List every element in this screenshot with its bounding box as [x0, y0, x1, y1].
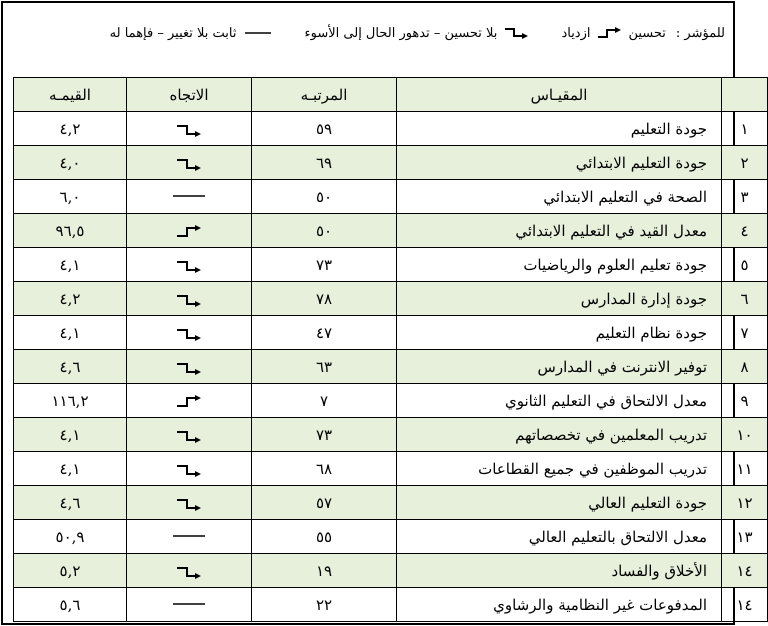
- row-rank: ٧: [252, 384, 397, 418]
- row-measure: الأخلاق والفساد: [397, 554, 722, 588]
- header-value: القيمـه: [14, 78, 127, 112]
- table-row: [14, 452, 768, 486]
- row-direction: [127, 350, 252, 384]
- row-value: ٥,٢: [14, 554, 127, 588]
- row-direction: [127, 520, 252, 554]
- row-rank: ٢٢: [252, 588, 397, 622]
- row-measure: معدل الالتحاق بالتعليم العالي: [397, 520, 722, 554]
- row-rank: ٧٣: [252, 248, 397, 282]
- flat-line-icon: [171, 193, 207, 203]
- row-measure: توفير الانترنت في المدارس: [397, 350, 722, 384]
- row-index: ٩: [722, 384, 768, 418]
- row-rank: ٧٣: [252, 418, 397, 452]
- row-value: ٤,١: [14, 316, 127, 350]
- row-index: ٤: [722, 214, 768, 248]
- arrow-up-icon: [596, 27, 622, 39]
- row-rank: ٦٩: [252, 146, 397, 180]
- arrow-down-icon: [175, 462, 203, 478]
- table-row: [14, 112, 768, 146]
- row-direction: [127, 588, 252, 622]
- row-rank: ٥٠: [252, 214, 397, 248]
- row-rank: ٥٧: [252, 486, 397, 520]
- row-value: ٥٠,٩: [14, 520, 127, 554]
- header-direction: الاتجاه: [127, 78, 252, 112]
- row-index: ١٢: [722, 486, 768, 520]
- table-row: [14, 554, 768, 588]
- row-value: ٤,١: [14, 452, 127, 486]
- row-direction: [127, 214, 252, 248]
- row-rank: ٧٨: [252, 282, 397, 316]
- row-measure: تدريب المعلمين في تخصصاتهم: [397, 418, 722, 452]
- table-row: [14, 486, 768, 520]
- row-value: ١١٦,٢: [14, 384, 127, 418]
- legend-label: بلا تحسين – تدهور الحال إلى الأسوء: [304, 25, 498, 41]
- arrow-down-icon: [175, 326, 203, 342]
- row-index: ٧: [722, 316, 768, 350]
- arrow-up-icon: [175, 394, 203, 410]
- row-rank: ٥٥: [252, 520, 397, 554]
- row-measure: جودة نظام التعليم: [397, 316, 722, 350]
- table-row: [14, 384, 768, 418]
- table-row: [14, 418, 768, 452]
- row-value: ٥,٦: [14, 588, 127, 622]
- row-direction: [127, 146, 252, 180]
- arrow-down-icon: [175, 258, 203, 274]
- row-measure: تدريب الموظفين في جميع القطاعات: [397, 452, 722, 486]
- row-value: ٤,١: [14, 418, 127, 452]
- legend: [11, 21, 725, 45]
- row-index: ٣: [722, 180, 768, 214]
- legend-item-decline: [305, 26, 536, 41]
- arrow-down-icon: [175, 122, 203, 138]
- row-direction: [127, 554, 252, 588]
- row-measure: معدل الالتحاق في التعليم الثانوي: [397, 384, 722, 418]
- flat-line-icon: [243, 28, 273, 38]
- legend-item-improve: [561, 26, 665, 41]
- table-row: [14, 146, 768, 180]
- row-direction: [127, 282, 252, 316]
- row-measure: الصحة في التعليم الابتدائي: [397, 180, 722, 214]
- table-header-row: [14, 78, 768, 112]
- flat-line-icon: [171, 533, 207, 543]
- row-direction: [127, 452, 252, 486]
- row-value: ٤,٢: [14, 282, 127, 316]
- arrow-up-icon: [175, 224, 203, 240]
- row-index: ٢: [722, 146, 768, 180]
- row-value: ٩٦,٥: [14, 214, 127, 248]
- table-row: [14, 282, 768, 316]
- row-index: ٦: [722, 282, 768, 316]
- document-frame: [1, 1, 753, 625]
- table-row: [14, 520, 768, 554]
- arrow-down-icon: [503, 26, 529, 40]
- row-measure: جودة التعليم العالي: [397, 486, 722, 520]
- arrow-down-icon: [175, 428, 203, 444]
- row-index: ١٠: [722, 418, 768, 452]
- row-rank: ٦٨: [252, 452, 397, 486]
- row-index: ١٤: [722, 554, 768, 588]
- row-measure: المدفوعات غير النظامية والرشاوي: [397, 588, 722, 622]
- row-value: ٤,٦: [14, 486, 127, 520]
- row-measure: جودة تعليم العلوم والرياضيات: [397, 248, 722, 282]
- row-direction: [127, 112, 252, 146]
- row-rank: ٤٧: [252, 316, 397, 350]
- row-measure: جودة إدارة المدارس: [397, 282, 722, 316]
- row-value: ٦,٠: [14, 180, 127, 214]
- legend-caption: للمؤشر :: [675, 25, 725, 41]
- row-rank: ٥٠: [252, 180, 397, 214]
- row-direction: [127, 384, 252, 418]
- table-row: [14, 588, 768, 622]
- row-measure: جودة التعليم: [397, 112, 722, 146]
- row-value: ٤,١: [14, 248, 127, 282]
- row-rank: ١٩: [252, 554, 397, 588]
- row-direction: [127, 418, 252, 452]
- row-index: ٨: [722, 350, 768, 384]
- header-measure: المقيـاس: [397, 78, 722, 112]
- table-body: [14, 112, 768, 622]
- row-index: ١١: [722, 452, 768, 486]
- arrow-down-icon: [175, 292, 203, 308]
- legend-item-flat: [110, 26, 279, 41]
- row-direction: [127, 316, 252, 350]
- row-measure: جودة التعليم الابتدائي: [397, 146, 722, 180]
- row-value: ٤,٢: [14, 112, 127, 146]
- arrow-down-icon: [175, 564, 203, 580]
- table-row: [14, 316, 768, 350]
- legend-label: ازدياد: [561, 25, 591, 41]
- table-row: [14, 214, 768, 248]
- row-index: ١٤: [722, 588, 768, 622]
- row-direction: [127, 180, 252, 214]
- table-row: [14, 248, 768, 282]
- header-rank: المرتبـه: [252, 78, 397, 112]
- legend-label: ثابت بلا تغيير – فإهما له: [109, 25, 237, 41]
- row-measure: معدل القيد في التعليم الابتدائي: [397, 214, 722, 248]
- row-index: ٥: [722, 248, 768, 282]
- row-rank: ٦٣: [252, 350, 397, 384]
- row-direction: [127, 486, 252, 520]
- row-index: ١٣: [722, 520, 768, 554]
- header-index: [722, 78, 768, 112]
- row-value: ٤,٦: [14, 350, 127, 384]
- arrow-down-icon: [175, 496, 203, 512]
- row-direction: [127, 248, 252, 282]
- row-rank: ٥٩: [252, 112, 397, 146]
- arrow-down-icon: [175, 360, 203, 376]
- flat-line-icon: [171, 601, 207, 611]
- legend-label: تحسين: [628, 25, 666, 41]
- row-index: ١: [722, 112, 768, 146]
- indicators-table: [13, 77, 768, 622]
- row-value: ٤,٠: [14, 146, 127, 180]
- arrow-down-icon: [175, 156, 203, 172]
- table-row: [14, 180, 768, 214]
- table-row: [14, 350, 768, 384]
